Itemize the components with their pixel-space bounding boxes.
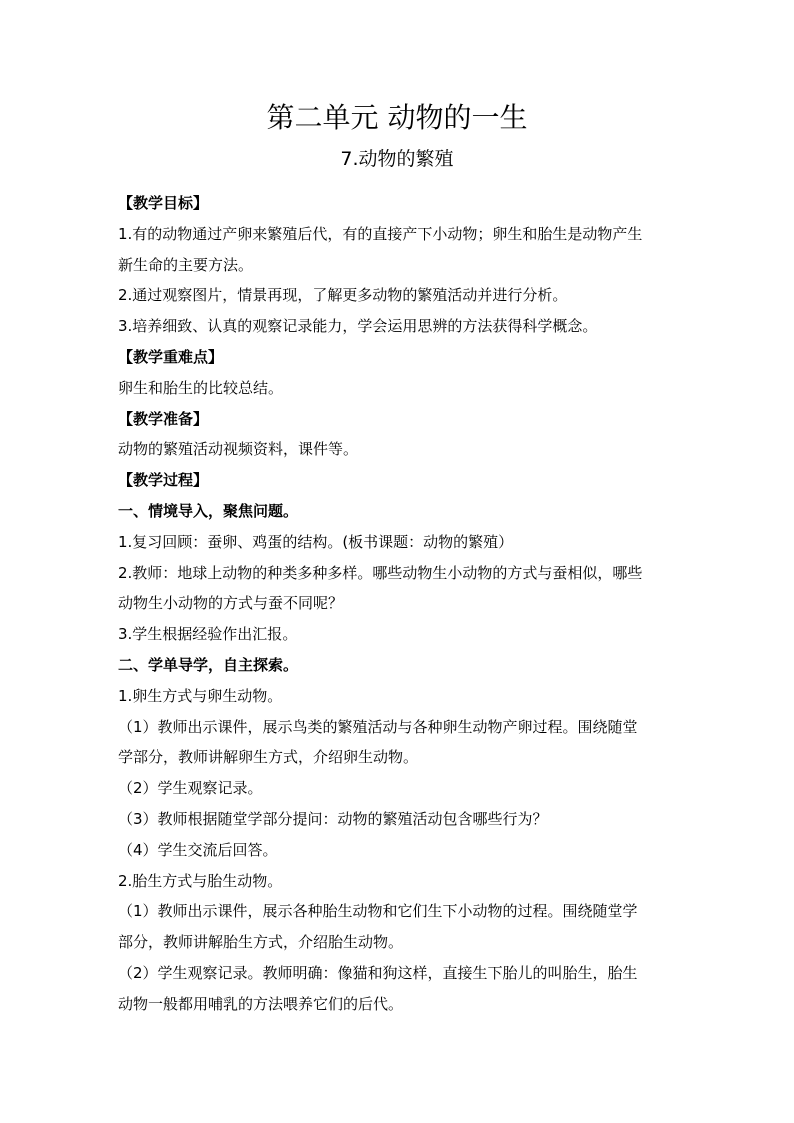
- key-points-text: 卵生和胎生的比较总结。: [118, 378, 284, 397]
- part-2-heading: 二、学单导学，自主探索。: [118, 655, 299, 674]
- part-1-step-3: 3.学生根据经验作出汇报。: [118, 625, 298, 644]
- lesson-content: [118, 188, 680, 1020]
- goal-1-line-2: 新生命的主要方法。: [118, 255, 254, 274]
- key-points-heading: 【教学重难点】: [118, 347, 224, 366]
- goal-2: 2.通过观察图片，情景再现，了解更多动物的繁殖活动并进行分析。: [118, 286, 568, 305]
- goal-1-line-1: 1.有的动物通过产卵来繁殖后代，有的直接产下小动物；卵生和胎生是动物产生: [118, 224, 643, 243]
- part-2-step-1-1-line-2: 学部分，教师讲解卵生方式，介绍卵生动物。: [118, 748, 419, 767]
- process-heading: 【教学过程】: [118, 471, 209, 490]
- preparation-heading: 【教学准备】: [118, 409, 209, 428]
- part-2-step-2-1-line-1: （1）教师出示课件，展示各种胎生动物和它们生下小动物的过程。围绕随堂学: [118, 902, 638, 921]
- preparation-text: 动物的繁殖活动视频资料，课件等。: [118, 440, 359, 459]
- part-1-heading: 一、情境导入，聚焦问题。: [118, 501, 299, 520]
- unit-title: 第二单元 动物的一生: [266, 101, 528, 134]
- part-2-step-2: 2.胎生方式与胎生动物。: [118, 871, 283, 890]
- part-2-step-2-2-line-1: （2）学生观察记录。教师明确：像猫和狗这样，直接生下胎儿的叫胎生，胎生: [118, 963, 638, 982]
- part-2-step-1: 1.卵生方式与卵生动物。: [118, 686, 283, 705]
- part-1-step-1: 1.复习回顾：蚕卵、鸡蛋的结构。(板书课题：动物的繁殖）: [118, 532, 514, 551]
- goal-3: 3.培养细致、认真的观察记录能力，学会运用思辨的方法获得科学概念。: [118, 317, 598, 336]
- part-2-step-1-2: （2）学生观察记录。: [118, 779, 263, 798]
- part-2-step-1-1-line-1: （1）教师出示课件，展示鸟类的繁殖活动与各种卵生动物产卵过程。围绕随堂: [118, 717, 638, 736]
- part-2-step-2-2-line-2: 动物一般都用哺乳的方法喂养它们的后代。: [118, 994, 404, 1013]
- part-2-step-1-4: （4）学生交流后回答。: [118, 840, 278, 859]
- part-2-step-1-3: （3）教师根据随堂学部分提问：动物的繁殖活动包含哪些行为？: [118, 809, 548, 828]
- lesson-title: 7.动物的繁殖: [340, 148, 454, 170]
- part-2-step-2-1-line-2: 部分，教师讲解胎生方式，介绍胎生动物。: [118, 933, 404, 952]
- part-1-step-2-line-2: 动物生小动物的方式与蚕不同呢？: [118, 594, 344, 613]
- part-1-step-2-line-1: 2.教师：地球上动物的种类多种多样。哪些动物生小动物的方式与蚕相似，哪些: [118, 563, 643, 582]
- teaching-goals-heading: 【教学目标】: [118, 194, 209, 212]
